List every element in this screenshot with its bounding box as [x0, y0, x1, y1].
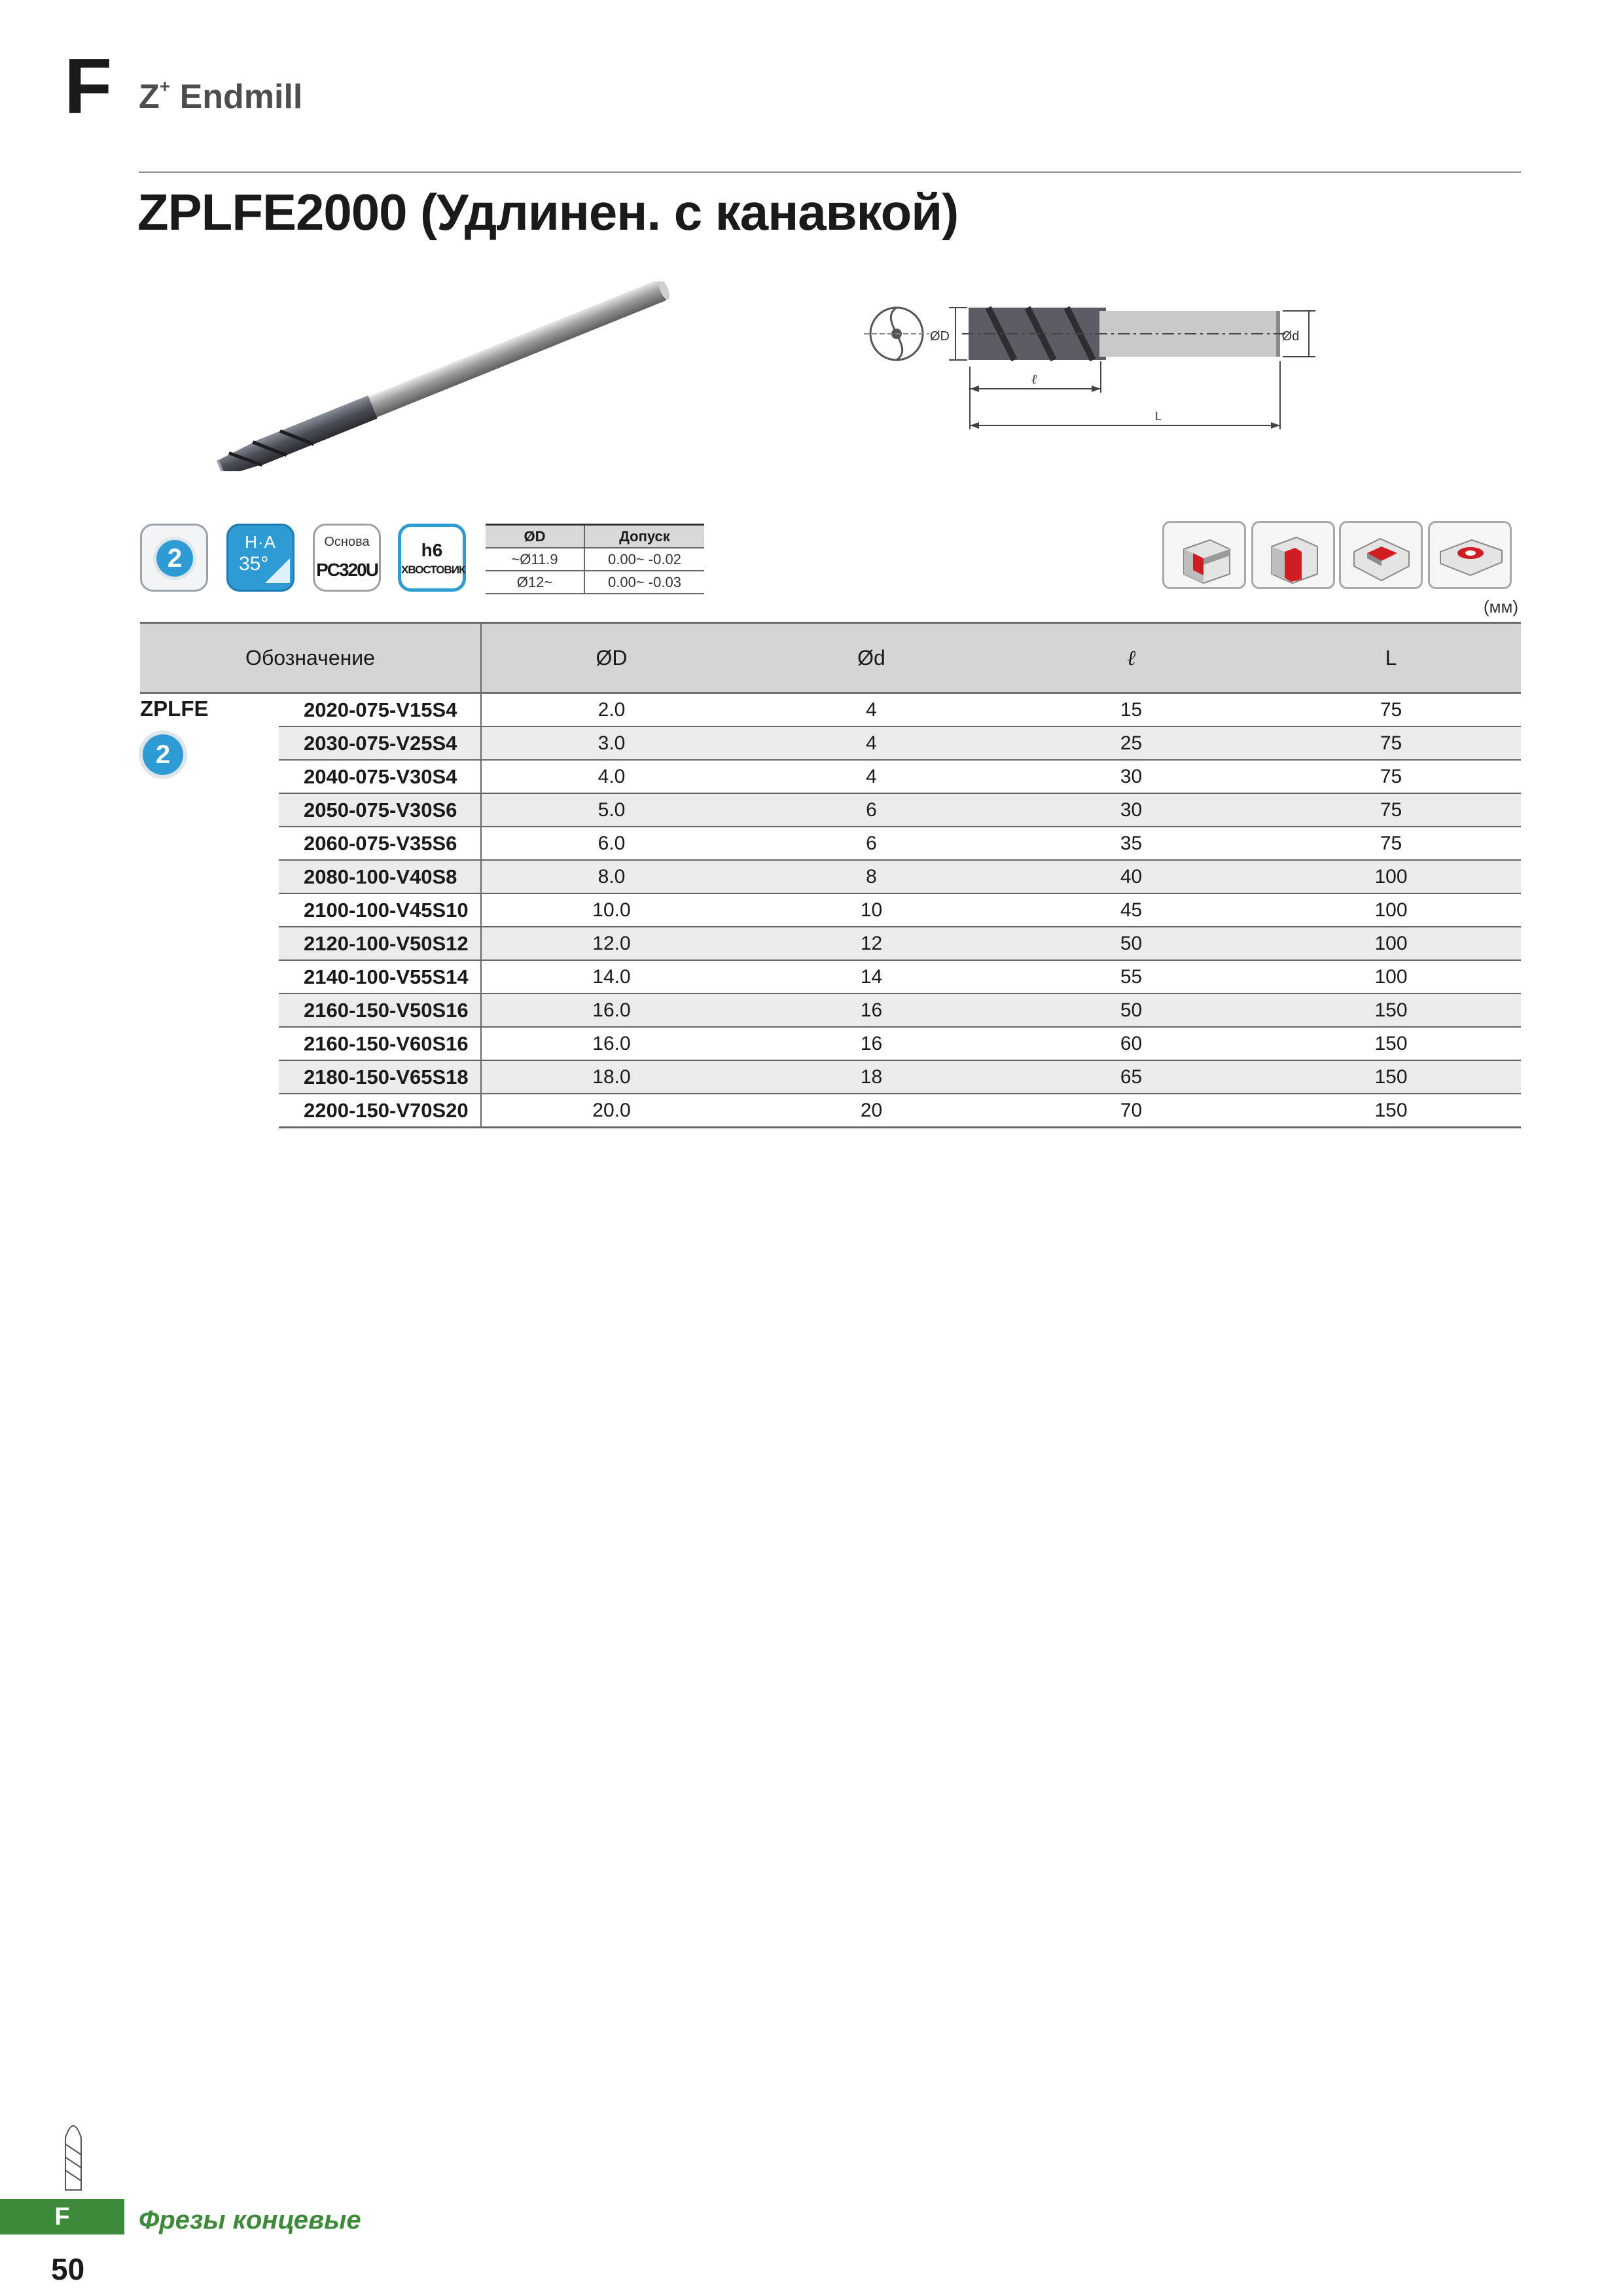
- tolerance-table: [486, 524, 704, 594]
- label-D: ØD: [930, 329, 950, 344]
- d-cell: 6: [741, 793, 1001, 827]
- tolerance-cell: 0.00~ -0.03: [584, 571, 704, 594]
- D-cell: 16.0: [481, 994, 741, 1027]
- flute-count-badge: [140, 524, 208, 592]
- table-row: [140, 860, 1521, 893]
- substrate-grade: PC320U: [316, 560, 378, 580]
- designation-cell: 2080-100-V40S8: [279, 860, 481, 893]
- D-cell: 5.0: [481, 793, 741, 827]
- l-cell: 60: [1001, 1027, 1261, 1060]
- d-cell: 6: [741, 827, 1001, 860]
- helix-label: H·A: [245, 532, 276, 552]
- table-row: [140, 827, 1521, 860]
- designation-cell: 2030-075-V25S4: [279, 726, 481, 760]
- substrate-badge: [313, 524, 381, 592]
- helix-icon: [264, 557, 293, 586]
- flute-count: 2: [156, 540, 193, 577]
- l-cell: 25: [1001, 726, 1261, 760]
- D-cell: 20.0: [481, 1094, 741, 1128]
- L-cell: 75: [1261, 726, 1521, 760]
- l-cell: 55: [1001, 960, 1261, 994]
- l-cell: 45: [1001, 893, 1261, 927]
- d-cell: 12: [741, 927, 1001, 960]
- table-row: [140, 1027, 1521, 1060]
- dimension-drawing: [857, 275, 1394, 439]
- table-row: [140, 726, 1521, 760]
- D-cell: 3.0: [481, 726, 741, 760]
- tolerance-cell: Ø12~: [486, 571, 584, 594]
- designation-cell: 2100-100-V45S10: [279, 893, 481, 927]
- designation-cell: 2140-100-V55S14: [279, 960, 481, 994]
- designation-cell: 2060-075-V35S6: [279, 827, 481, 860]
- L-cell: 150: [1261, 994, 1521, 1027]
- designation-cell: 2020-075-V15S4: [279, 693, 481, 727]
- table-row: [140, 1060, 1521, 1094]
- shank-tolerance: h6: [421, 540, 443, 560]
- d-cell: 16: [741, 994, 1001, 1027]
- series-z: Z: [139, 78, 160, 116]
- col-D: ØD: [481, 623, 741, 693]
- designation-cell: 2200-150-V70S20: [279, 1094, 481, 1128]
- l-cell: 15: [1001, 693, 1261, 727]
- group-flute-badge: 2: [143, 734, 183, 775]
- L-cell: 75: [1261, 793, 1521, 827]
- L-cell: 150: [1261, 1060, 1521, 1094]
- header-divider: [139, 171, 1521, 173]
- d-cell: 16: [741, 1027, 1001, 1060]
- tolerance-cell: ~Ø11.9: [486, 548, 584, 571]
- L-cell: 150: [1261, 1094, 1521, 1128]
- d-cell: 10: [741, 893, 1001, 927]
- L-cell: 75: [1261, 760, 1521, 793]
- designation-cell: 2180-150-V65S18: [279, 1060, 481, 1094]
- l-cell: 65: [1001, 1060, 1261, 1094]
- d-cell: 14: [741, 960, 1001, 994]
- col-designation: Обозначение: [140, 623, 481, 693]
- L-cell: 75: [1261, 827, 1521, 860]
- table-row: [140, 927, 1521, 960]
- tolerance-row: [486, 548, 704, 571]
- slotting-icon: [1251, 521, 1335, 589]
- L-cell: 100: [1261, 927, 1521, 960]
- l-cell: 40: [1001, 860, 1261, 893]
- shank-tolerance-badge: [398, 524, 466, 592]
- table-row: [140, 893, 1521, 927]
- d-cell: 18: [741, 1060, 1001, 1094]
- series-name: [139, 76, 303, 116]
- endmill-photo: [190, 281, 700, 471]
- D-cell: 12.0: [481, 927, 741, 960]
- units-label: (мм): [1483, 597, 1518, 617]
- l-cell: 50: [1001, 927, 1261, 960]
- d-cell: 4: [741, 693, 1001, 727]
- pocketing-icon: [1339, 521, 1423, 589]
- d-cell: 4: [741, 760, 1001, 793]
- l-cell: 35: [1001, 827, 1261, 860]
- l-cell: 70: [1001, 1094, 1261, 1128]
- table-row: [140, 1094, 1521, 1128]
- footer-chapter: Фрезы концевые: [139, 2206, 361, 2234]
- d-cell: 8: [741, 860, 1001, 893]
- table-row: [140, 994, 1521, 1027]
- tolerance-header: [486, 525, 704, 548]
- L-cell: 100: [1261, 960, 1521, 994]
- l-cell: 30: [1001, 760, 1261, 793]
- designation-cell: 2040-075-V30S4: [279, 760, 481, 793]
- L-cell: 75: [1261, 693, 1521, 727]
- helix-angle-badge: [226, 524, 294, 592]
- table-row: [140, 793, 1521, 827]
- designation-cell: 2050-075-V30S6: [279, 793, 481, 827]
- face-milling-icon: [1428, 521, 1512, 589]
- D-cell: 2.0: [481, 693, 741, 727]
- d-cell: 20: [741, 1094, 1001, 1128]
- shoulder-milling-icon: [1162, 521, 1246, 589]
- substrate-label: Основа: [324, 535, 370, 549]
- product-table: [140, 622, 1521, 1128]
- series-plus: +: [159, 76, 171, 96]
- D-cell: 10.0: [481, 893, 741, 927]
- col-L: L: [1261, 623, 1521, 693]
- footer-section-letter: F: [54, 2203, 70, 2231]
- D-cell: 8.0: [481, 860, 741, 893]
- tolerance-row: [486, 571, 704, 594]
- table-row: [140, 693, 1521, 727]
- page-title: ZPLFE2000 (Удлинен. с канавкой): [137, 183, 959, 241]
- page-number: 50: [51, 2252, 85, 2286]
- shank-label: ХВОСТОВИК: [401, 564, 465, 576]
- col-l: ℓ: [1001, 623, 1261, 693]
- D-cell: 18.0: [481, 1060, 741, 1094]
- series-suffix: Endmill: [170, 78, 303, 116]
- label-L: L: [1154, 410, 1162, 423]
- table-row: [140, 760, 1521, 793]
- col-d: Ød: [741, 623, 1001, 693]
- group-name: ZPLFE: [140, 696, 209, 721]
- label-l: ℓ: [1031, 372, 1037, 387]
- D-cell: 16.0: [481, 1027, 741, 1060]
- group-cell: [140, 693, 279, 1128]
- table-header: [140, 623, 1521, 693]
- tolerance-col-tol: Допуск: [584, 525, 704, 548]
- L-cell: 100: [1261, 893, 1521, 927]
- l-cell: 50: [1001, 994, 1261, 1027]
- tolerance-col-d: ØD: [486, 525, 584, 548]
- L-cell: 100: [1261, 860, 1521, 893]
- label-d: Ød: [1281, 329, 1300, 344]
- designation-cell: 2160-150-V50S16: [279, 994, 481, 1027]
- table-row: [140, 960, 1521, 994]
- L-cell: 150: [1261, 1027, 1521, 1060]
- designation-cell: 2160-150-V60S16: [279, 1027, 481, 1060]
- endmill-sidebar-icon: [56, 2111, 90, 2197]
- l-cell: 30: [1001, 793, 1261, 827]
- section-letter: F: [64, 43, 113, 130]
- D-cell: 4.0: [481, 760, 741, 793]
- d-cell: 4: [741, 726, 1001, 760]
- tolerance-cell: 0.00~ -0.02: [584, 548, 704, 571]
- designation-cell: 2120-100-V50S12: [279, 927, 481, 960]
- D-cell: 6.0: [481, 827, 741, 860]
- helix-angle: 35°: [239, 553, 269, 575]
- D-cell: 14.0: [481, 960, 741, 994]
